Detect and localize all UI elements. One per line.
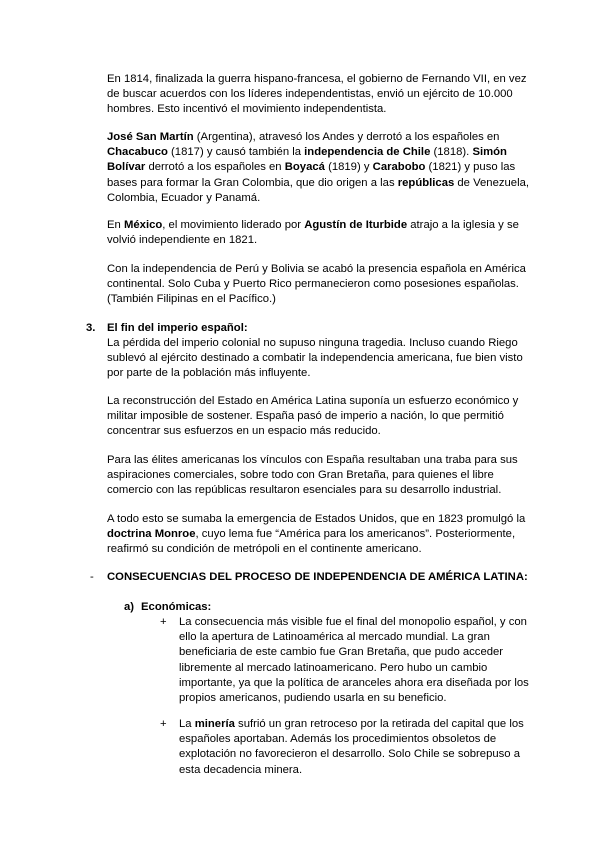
paragraph-reconstruccion: La reconstrucción del Estado en América Latina suponía un esfuerzo económico y militar imposible de sostener. España pasó de imperio a nación, lo que permitió concentrar sus esfuerzos en un espacio más reducido.	[107, 395, 519, 438]
paragraph-san-martin-bolivar: José San Martín (Argentina), atravesó los Andes y derrotó a los españoles en Chacabuco (1817) y causó también la independencia de Chile (1818). Simón Bolívar derrotó a los españoles en Boyacá (1819) y Carabobo (1821) y puso las bases para formar la Gran Colombia, que dio origen a las repúblicas de Venezuela, Colombia, Ecuador y Panamá.	[107, 131, 530, 204]
bullet-1-marker: +	[160, 616, 167, 628]
paragraph-peru-bolivia: Con la independencia de Perú y Bolivia se acabó la presencia española en América continental. Solo Cuba y Puerto Rico permanecieron como posesiones españolas. (También Filipinas en el Pacífico.)	[107, 263, 526, 306]
section-3-number: 3.	[86, 322, 96, 334]
paragraph-riego: La pérdida del imperio colonial no supuso ninguna tragedia. Incluso cuando Riego sublevó al ejército destinado a combatir la independencia americana, fue bien visto por parte de la población más influyente.	[107, 337, 523, 380]
bullet-mineria: La minería sufrió un gran retroceso por la retirada del capital que los españoles aportaban. Además los procedimientos obsoletos de explotación no favorecieron el desarrollo. Solo Chile se sobrepuso a esta decadencia minera.	[179, 718, 524, 776]
paragraph-elites: Para las élites americanas los vínculos con España resultaban una traba para sus aspiraciones comerciales, sobre todo con Gran Bretaña, para quienes el libre comercio con las repúblicas resultaron esenciales para su desarrollo industrial.	[107, 454, 518, 497]
paragraph-mexico: En México, el movimiento liderado por Agustín de Iturbide atrajo a la iglesia y se volvió independiente en 1821.	[107, 219, 519, 247]
subsection-a-label: a)	[124, 601, 135, 613]
consecuencias-heading: CONSECUENCIAS DEL PROCESO DE INDEPENDENCIA DE AMÉRICA LATINA:	[107, 571, 528, 583]
consecuencias-dash-marker: -	[90, 571, 94, 583]
paragraph-fernando-vii: En 1814, finalizada la guerra hispano-francesa, el gobierno de Fernando VII, en vez de buscar acuerdos con los líderes independentistas, envió un ejército de 10.000 hombres. Esto incentivó el movimiento independentista.	[107, 73, 527, 116]
bullet-2-marker: +	[160, 718, 167, 730]
bullet-monopolio: La consecuencia más visible fue el final del monopolio español, y con ello la apertura de Latinoamérica al mercado mundial. La gran beneficiaria de este cambio fue Gran Bretaña, que pudo acceder libremente al mercado latinoamericano. Pero hubo un cambio importante, ya que la política de aranceles ahora era diseñada por los propios americanos, pudiendo usarla en su beneficio.	[179, 616, 529, 705]
section-3-heading: El fin del imperio español:	[107, 322, 248, 334]
paragraph-monroe: A todo esto se sumaba la emergencia de Estados Unidos, que en 1823 promulgó la doctrina Monroe, cuyo lema fue “América para los americanos”. Posteriormente, reafirmó su condición de metrópoli en el continente americano.	[107, 513, 526, 556]
subsection-a-title: Económicas:	[141, 601, 212, 613]
